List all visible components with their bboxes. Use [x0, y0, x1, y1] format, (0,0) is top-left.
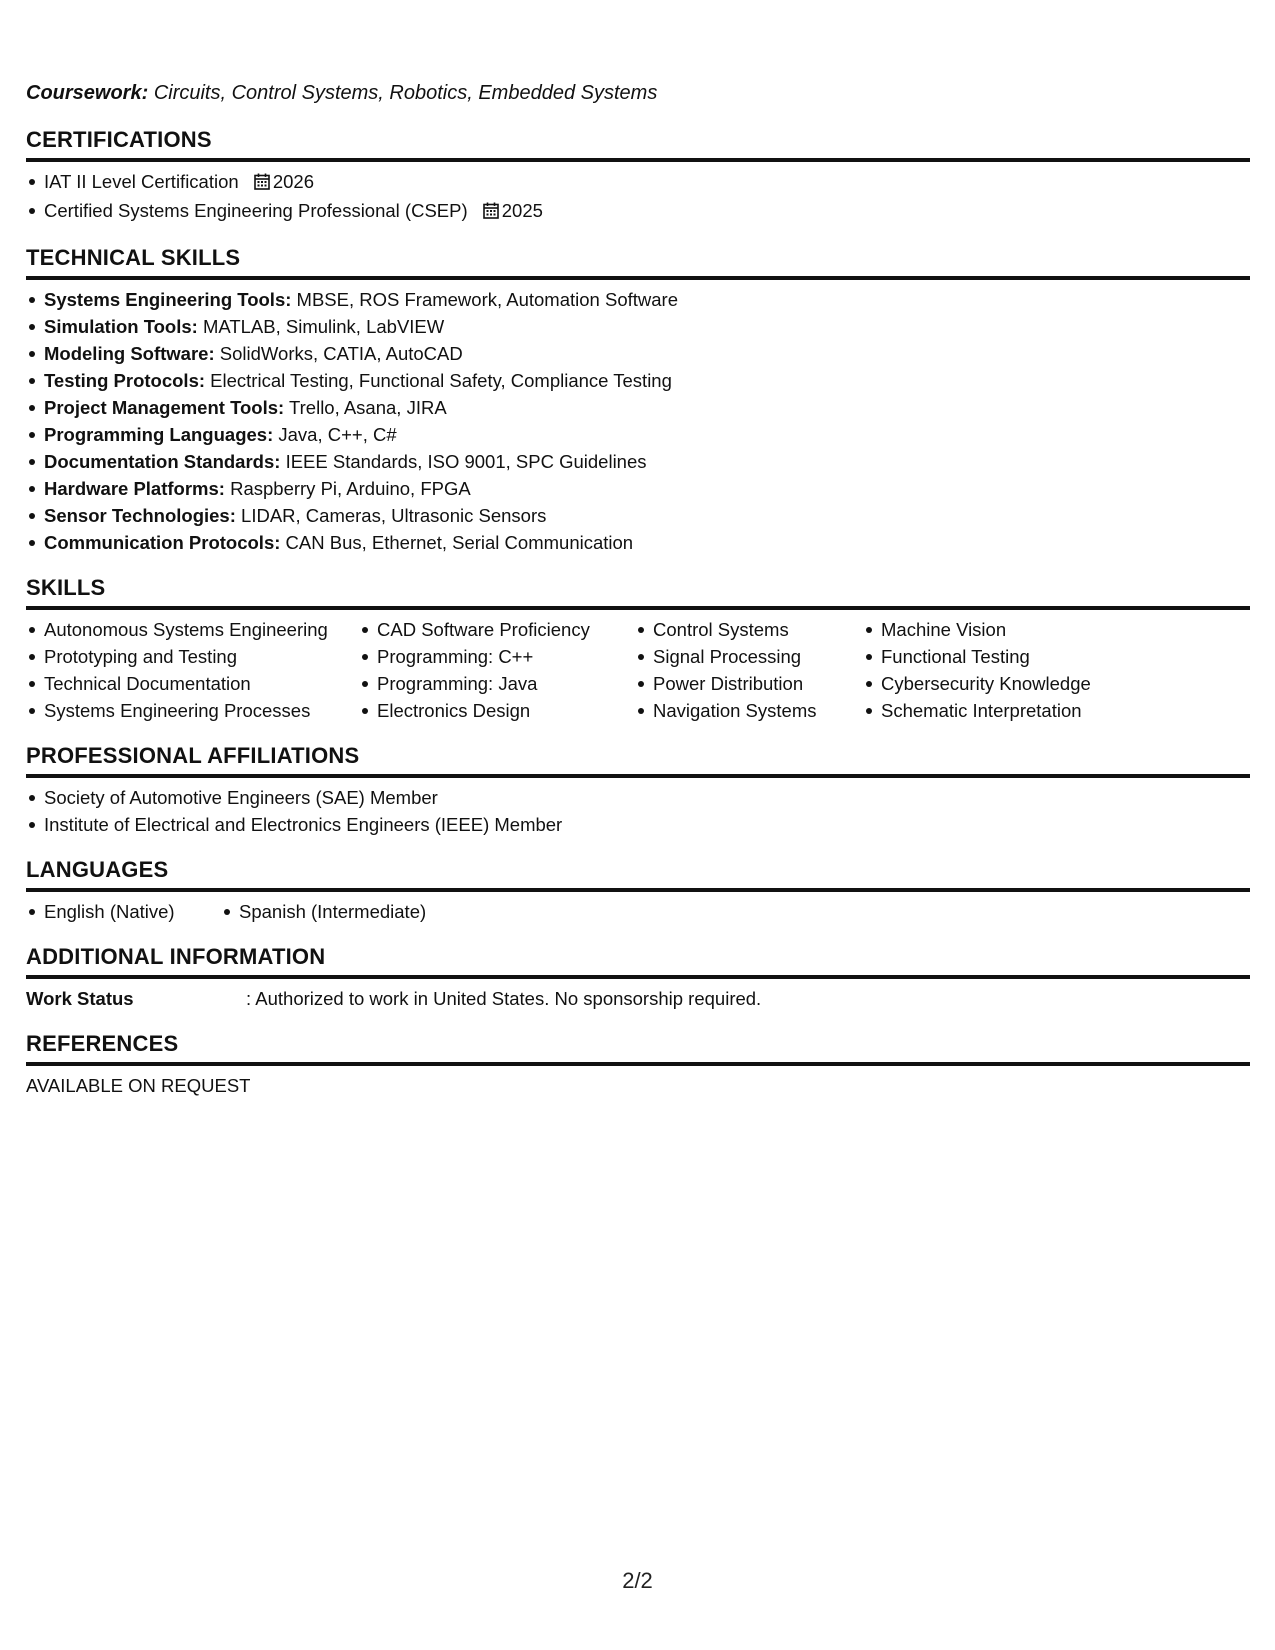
language-item: English (Native)	[44, 898, 221, 925]
additional-info-heading: ADDITIONAL INFORMATION	[26, 943, 1250, 979]
technical-skill-value: SolidWorks, CATIA, AutoCAD	[219, 343, 463, 364]
skills-section	[26, 574, 1250, 724]
languages-row	[26, 898, 1250, 925]
technical-skill-item	[44, 529, 1250, 556]
affiliations-heading: PROFESSIONAL AFFILIATIONS	[26, 742, 1250, 778]
technical-skills-heading: TECHNICAL SKILLS	[26, 244, 1250, 280]
references-section	[26, 1030, 1250, 1099]
technical-skill-label: Modeling Software:	[44, 343, 215, 364]
certification-year: 2025	[501, 200, 543, 221]
technical-skill-value: MATLAB, Simulink, LabVIEW	[202, 316, 445, 337]
certifications-section	[26, 126, 1250, 226]
technical-skill-value: Java, C++, C#	[278, 424, 397, 445]
technical-skill-label: Communication Protocols:	[44, 532, 281, 553]
language-list	[26, 898, 221, 925]
technical-skill-value: Raspberry Pi, Arduino, FPGA	[230, 478, 471, 499]
technical-skill-value: IEEE Standards, ISO 9001, SPC Guidelines	[285, 451, 647, 472]
work-status-value: : Authorized to work in United States. No sponsorship required.	[246, 988, 762, 1009]
skill-item: Autonomous Systems Engineering	[44, 616, 359, 643]
skill-item: Technical Documentation	[44, 670, 359, 697]
language-item: Spanish (Intermediate)	[239, 898, 426, 925]
certifications-heading: CERTIFICATIONS	[26, 126, 1250, 162]
calendar-icon	[254, 170, 270, 197]
skill-item: Control Systems	[653, 616, 863, 643]
skill-item: Programming: C++	[377, 643, 635, 670]
skills-heading: SKILLS	[26, 574, 1250, 610]
technical-skill-label: Sensor Technologies:	[44, 505, 236, 526]
skills-column	[863, 616, 1141, 724]
certification-name: IAT II Level Certification	[44, 171, 239, 192]
work-status-row	[26, 985, 1250, 1012]
coursework-line	[26, 80, 1250, 106]
certification-item	[44, 197, 1250, 226]
technical-skill-label: Documentation Standards:	[44, 451, 281, 472]
skills-column	[635, 616, 863, 724]
technical-skills-list	[26, 286, 1250, 556]
skill-item: Programming: Java	[377, 670, 635, 697]
technical-skill-item	[44, 313, 1250, 340]
calendar-icon	[483, 199, 499, 226]
technical-skill-value: MBSE, ROS Framework, Automation Software	[296, 289, 678, 310]
skill-item: Electronics Design	[377, 697, 635, 724]
skill-item: Prototyping and Testing	[44, 643, 359, 670]
technical-skill-label: Hardware Platforms:	[44, 478, 225, 499]
skill-item: CAD Software Proficiency	[377, 616, 635, 643]
affiliations-section	[26, 742, 1250, 838]
technical-skill-item	[44, 367, 1250, 394]
skill-item: Functional Testing	[881, 643, 1141, 670]
technical-skill-item	[44, 340, 1250, 367]
technical-skill-item	[44, 394, 1250, 421]
affiliation-item: Society of Automotive Engineers (SAE) Member	[44, 784, 1250, 811]
technical-skill-label: Simulation Tools:	[44, 316, 198, 337]
skills-grid	[26, 616, 1250, 724]
certifications-list	[26, 168, 1250, 226]
technical-skill-item	[44, 475, 1250, 502]
coursework-text: Circuits, Control Systems, Robotics, Embedded Systems	[153, 82, 658, 104]
technical-skills-section	[26, 244, 1250, 556]
languages-heading: LANGUAGES	[26, 856, 1250, 892]
technical-skill-item	[44, 421, 1250, 448]
coursework-label: Coursework:	[26, 82, 149, 104]
skill-item: Signal Processing	[653, 643, 863, 670]
work-status-label: Work Status	[26, 988, 134, 1009]
technical-skill-item	[44, 502, 1250, 529]
skills-column	[359, 616, 635, 724]
affiliation-item: Institute of Electrical and Electronics Engineers (IEEE) Member	[44, 811, 1250, 838]
page-number: 2/2	[622, 1568, 653, 1593]
technical-skill-label: Systems Engineering Tools:	[44, 289, 292, 310]
technical-skill-label: Programming Languages:	[44, 424, 274, 445]
skill-item: Machine Vision	[881, 616, 1141, 643]
technical-skill-item	[44, 286, 1250, 313]
references-text: AVAILABLE ON REQUEST	[26, 1075, 251, 1096]
technical-skill-label: Project Management Tools:	[44, 397, 285, 418]
technical-skill-item	[44, 448, 1250, 475]
affiliations-list	[26, 784, 1250, 838]
references-heading: REFERENCES	[26, 1030, 1250, 1066]
resume-page	[26, 80, 1250, 1117]
technical-skill-value: Trello, Asana, JIRA	[289, 397, 447, 418]
skill-item: Navigation Systems	[653, 697, 863, 724]
skills-column	[26, 616, 359, 724]
certification-item	[44, 168, 1250, 197]
technical-skill-value: LIDAR, Cameras, Ultrasonic Sensors	[241, 505, 547, 526]
certification-year: 2026	[272, 171, 314, 192]
skill-item: Schematic Interpretation	[881, 697, 1141, 724]
technical-skill-value: CAN Bus, Ethernet, Serial Communication	[285, 532, 634, 553]
skill-item: Power Distribution	[653, 670, 863, 697]
skill-item: Cybersecurity Knowledge	[881, 670, 1141, 697]
technical-skill-label: Testing Protocols:	[44, 370, 206, 391]
skill-item: Systems Engineering Processes	[44, 697, 359, 724]
language-list	[221, 898, 426, 925]
additional-info-section	[26, 943, 1250, 1012]
languages-section	[26, 856, 1250, 925]
certification-name: Certified Systems Engineering Professional (CSEP)	[44, 200, 468, 221]
technical-skill-value: Electrical Testing, Functional Safety, Compliance Testing	[210, 370, 672, 391]
